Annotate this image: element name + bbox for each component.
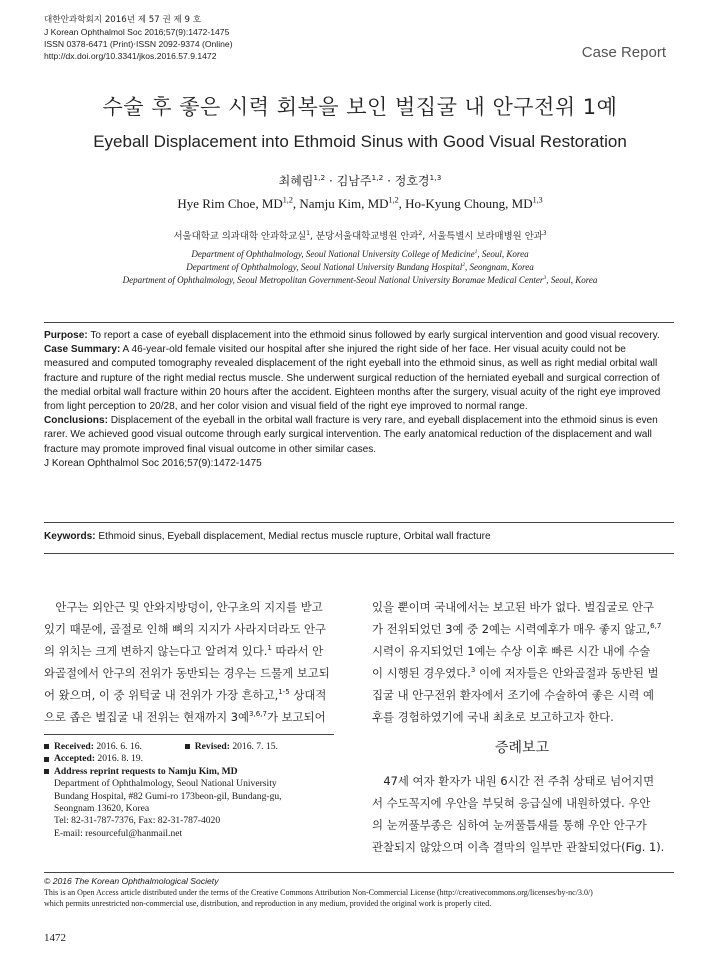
- authors-english: [0, 196, 720, 212]
- body-text: 따라서 안: [271, 644, 324, 658]
- abstract-purpose: [44, 329, 668, 343]
- body-right-column: [372, 596, 672, 728]
- conclusions-text: Displacement of the eyeball in the orbital wall fracture is very rare, and eyeball displacement into the ethmoid sinus is even rarer. We achieved good visual outcome through early surgical intervention. The early anatomical reduction of the displacement and wall fracture may promote improved final visual outcome in other similar cases.: [44, 415, 658, 455]
- reference-mark: 1: [267, 643, 272, 653]
- reference-mark: 1-5: [278, 687, 290, 697]
- body-text: 관찰되지 않았으며 이측 결막의 일부만 관찰되었다(Fig. 1).: [372, 840, 665, 854]
- affiliation-mark: 3: [542, 230, 547, 237]
- journal-name-ko: 대한안과학회지 2016년 제 57 권 제 9 호: [44, 15, 202, 25]
- author-separator: ⋅: [325, 174, 337, 188]
- body-text: 의 눈꺼풀부종은 심하여 눈꺼풀틈새를 통해 우안 안구가: [372, 818, 647, 832]
- affiliation-separator: ,: [422, 231, 429, 242]
- author-separator: ⋅: [383, 174, 395, 188]
- body-text-line: [372, 770, 672, 792]
- body-text: 후를 경험하였기에 국내 최초로 보고하고자 한다.: [372, 710, 614, 724]
- affiliations-english: [0, 248, 720, 287]
- author-affiliation-mark: 1,2: [313, 173, 326, 182]
- license-line-2: which permits unrestricted non-commercial use, distribution, and reproduction in any medium, provided the original work is properly cited.: [44, 899, 492, 908]
- address-line: Department of Ophthalmology, Seoul National University: [54, 778, 277, 790]
- author-name: Ho-Kyung Choung, MD: [405, 196, 533, 211]
- affiliation-location: , Seongnam, Korea: [465, 262, 534, 272]
- case-summary-label: Case Summary:: [44, 344, 121, 356]
- bullet-square-icon: [185, 744, 190, 749]
- abstract: [44, 329, 668, 471]
- affiliation-mark: 2: [418, 230, 423, 237]
- copyright: © 2016 The Korean Ophthalmological Society: [44, 876, 219, 886]
- purpose-text: To report a case of eyeball displacement into the ethmoid sinus followed by early surgical intervention and good visual recovery.: [87, 330, 660, 341]
- body-text: 47세 여자 환자가 내원 6시간 전 주취 상태로 넘어지면: [372, 774, 655, 788]
- address-line: Seongnam 13620, Korea: [54, 803, 150, 815]
- reference-mark: 3: [470, 665, 476, 675]
- dates-row: [44, 741, 344, 753]
- author-separator: ,: [292, 196, 300, 211]
- body-text-line: [372, 706, 672, 728]
- address-prefix: Address reprint requests to: [54, 765, 169, 777]
- body-left-column: [44, 596, 336, 728]
- abstract-case-summary: [44, 343, 668, 414]
- body-text: 가 전위되었던 3예 중 2예는 시력예후가 매우 좋지 않고,: [372, 622, 651, 636]
- affiliation-line: [0, 274, 720, 287]
- accepted-label: Accepted:: [54, 753, 96, 765]
- address-row: [44, 766, 344, 778]
- body-text-line: [44, 684, 336, 706]
- affiliation-department: Department of Ophthalmology, Seoul National University Bundang Hospital: [186, 262, 463, 272]
- bullet-square-icon: [44, 744, 49, 749]
- bullet-square-icon: [44, 757, 49, 762]
- affiliations-korean: [0, 228, 720, 242]
- issn: ISSN 0378-6471 (Print)⋅ISSN 2092-9374 (Online): [44, 39, 233, 49]
- abstract-bottom-rule: [44, 522, 674, 523]
- affiliation-mark: 1: [306, 230, 310, 237]
- body-text: 가 보고되어: [266, 710, 326, 724]
- author-name: 정호경: [394, 174, 430, 188]
- journal-citation: J Korean Ophthalmol Soc 2016;57(9):1472-1475: [44, 27, 230, 37]
- page-number: 1472: [44, 932, 66, 944]
- keywords: [44, 531, 668, 542]
- license: [44, 876, 684, 909]
- body-text-line: [44, 618, 336, 640]
- keywords-text: Ethmoid sinus, Eyeball displacement, Medial rectus muscle rupture, Orbital wall fracture: [95, 531, 491, 542]
- author-separator: ,: [398, 196, 406, 211]
- journal-meta: [44, 14, 233, 62]
- body-text-line: [372, 662, 672, 684]
- body-text: 있을 뿐이며 국내에서는 보고된 바가 없다. 벌집굴로 안구: [372, 600, 655, 614]
- address-lines: [44, 778, 344, 840]
- body-text: 안구는 외안근 및 안와지방덩이, 안구초의 지지를 받고: [44, 600, 323, 614]
- license-line-1: This is an Open Access article distributed under the terms of the Creative Commons Attribution Non-Commercial License (http://creativecommons.org/licenses/by-nc/3.0/): [44, 888, 593, 897]
- reference-mark: 6,7: [650, 621, 662, 631]
- received-date: 2016. 6. 16.: [93, 741, 142, 752]
- affiliation-department: Department of Ophthalmology, Seoul Metropolitan Government-Seoul National University Boramae Medical Center: [122, 275, 544, 285]
- author-name: Hye Rim Choe, MD: [177, 196, 283, 211]
- author-affiliation-mark: 1,3: [429, 173, 442, 182]
- body-text-line: [372, 684, 672, 706]
- body-text-line: [372, 596, 672, 618]
- body-text-line: [372, 836, 672, 858]
- body-text: 상대적: [289, 688, 327, 702]
- keywords-bottom-rule: [44, 553, 674, 554]
- title-korean: 수술 후 좋은 시력 회복을 보인 벌집굴 내 안구전위 1예: [102, 95, 618, 119]
- footnote: [44, 741, 344, 840]
- revised-date: 2016. 7. 15.: [229, 741, 278, 752]
- corresponding-author: Namju Kim, MD: [168, 765, 238, 777]
- affiliation-location: , Seoul, Korea: [477, 249, 529, 259]
- author-affiliation-mark: 1,2: [371, 173, 384, 182]
- body-text: 시력이 유지되었던 1예는 수상 이후 빠른 시간 내에 수술: [372, 644, 651, 658]
- affiliation-line: [0, 261, 720, 274]
- body-text-line: [372, 640, 672, 662]
- keywords-label: Keywords:: [44, 531, 96, 542]
- body-text: 으로 좁은 벌집굴 내 전위는 현재까지 3예: [44, 710, 250, 724]
- doi-link[interactable]: http://dx.doi.org/10.3341/jkos.2016.57.9.1472: [44, 51, 217, 61]
- body-text-line: [372, 814, 672, 836]
- license-rule: [44, 872, 674, 873]
- case-report-text: [372, 770, 672, 858]
- conclusions-label: Conclusions:: [44, 415, 108, 427]
- title-english: Eyeball Displacement into Ethmoid Sinus with Good Visual Restoration: [93, 132, 627, 151]
- revised-label: Revised:: [194, 741, 230, 752]
- affiliation-location: , Seoul, Korea: [546, 275, 598, 285]
- affiliation-mark: 1: [474, 249, 478, 255]
- case-summary-text: A 46-year-old female visited our hospital after she injured the right side of her face. Her visual acuity could not be measured and computed tomography revealed displacement of the right eyeball into the ethmoid sinus, as well as right medial orbital wall fracture and rupture of the right medial rectus muscle. She underwent surgical reduction of the herniated eyeball and surgical correction of the medial orbital wall fracture within 20 hours after the accident. Eighteen months after the surgery, visual acuity of the right eye improved from light perception to 20/28, and her color vision and visual field of the right eye improved to normal range.: [44, 344, 661, 413]
- abstract-conclusions: [44, 414, 668, 457]
- article-type-label: Case Report: [581, 44, 666, 61]
- address-line: Bundang Hospital, #82 Gumi-ro 173beon-gil, Bundang-gu,: [54, 790, 282, 802]
- address-line: Tel: 82-31-787-7376, Fax: 82-31-787-4020: [54, 815, 221, 827]
- body-text-line: [44, 662, 336, 684]
- body-text: 와골절에서 안구의 전위가 동반되는 경우는 드물게 보고되: [44, 666, 330, 680]
- body-text-line: [372, 618, 672, 640]
- address-line: E-mail: resourceful@hanmail.net: [54, 827, 183, 839]
- bullet-square-icon: [44, 769, 49, 774]
- author-name: 최혜림: [278, 174, 314, 188]
- author-affiliation-mark: 1,2: [388, 195, 399, 205]
- body-text-line: [44, 596, 336, 618]
- body-text: 서 수도꼭지에 우안을 부딪혀 응급실에 내원하였다. 우안: [372, 796, 651, 810]
- affiliation-text: 서울대학교 의과대학 안과학교실: [173, 231, 307, 242]
- author-affiliation-mark: 1,3: [532, 195, 543, 205]
- body-text: 이에 저자들은 안와골절과 동반된 벌: [475, 666, 659, 680]
- body-text: 있기 때문에, 골절로 인해 뼈의 지지가 사라지더라도 안구: [44, 622, 327, 636]
- body-text: 어 왔으며, 이 중 위턱굴 내 전위가 가장 흔하고,: [44, 688, 279, 702]
- body-text-line: [44, 640, 336, 662]
- body-text-line: [372, 792, 672, 814]
- affiliation-mark: 3: [543, 275, 547, 281]
- purpose-label: Purpose:: [44, 330, 88, 341]
- author-name: Namju Kim, MD: [299, 196, 389, 211]
- accepted-row: [44, 753, 344, 765]
- body-text-line: [44, 706, 336, 728]
- affiliation-separator: ,: [309, 231, 316, 242]
- affiliation-mark: 2: [462, 262, 466, 268]
- affiliation-line: [0, 248, 720, 261]
- footnote-rule: [44, 734, 334, 735]
- abstract-top-rule: [44, 322, 674, 323]
- affiliation-text: 서울특별시 보라매병원 안과: [428, 231, 543, 242]
- received-label: Received:: [54, 741, 94, 752]
- affiliation-text: 분당서울대학교병원 안과: [315, 231, 419, 242]
- affiliation-department: Department of Ophthalmology, Seoul National University College of Medicine: [191, 249, 475, 259]
- body-text: 의 위치는 크게 변하지 않는다고 알려져 있다.: [44, 644, 268, 658]
- body-text: 집굴 내 안구전위 환자에서 조기에 수술하여 좋은 시력 예: [372, 688, 655, 702]
- section-heading-case-report: 증례보고: [494, 740, 550, 756]
- body-text: 이 시행된 경우였다.: [372, 666, 471, 680]
- reference-mark: 3,6,7: [249, 709, 267, 719]
- abstract-citation: J Korean Ophthalmol Soc 2016;57(9):1472-1475: [44, 457, 262, 469]
- author-affiliation-mark: 1,2: [282, 195, 293, 205]
- author-name: 김남주: [336, 174, 372, 188]
- accepted-date: 2016. 8. 19.: [95, 753, 143, 765]
- authors-korean: [0, 172, 720, 189]
